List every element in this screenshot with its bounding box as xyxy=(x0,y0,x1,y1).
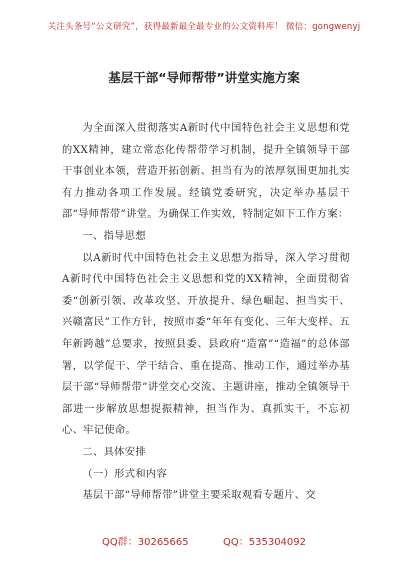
form-content-paragraph: 基层干部“导师帮带”讲堂主要采取观看专题片、交 xyxy=(82,490,316,502)
qq-number: QQ：535304092 xyxy=(223,537,307,548)
guiding-ideology-paragraph: 以A新时代中国特色社会主义思想为指导，深入学习贯彻A新时代中国特色社会主义思想和党的XX精神，全面贯彻省委“创新引领、改革攻坚、开放提升、绿色崛起、担当实干、兴赣富民”工作方针，按照市委“年年有变化、三年大变样、五年新跨越”总要求，按照县委、县政府“造富”“造福”的总体部署，以学促干、学干结合、重在提高、推动工作，通过举办基层干部“导师帮带”讲堂交心交流、主题讲座，推动全镇领导干部进一步解放思想提振精神，担当作为、真抓实干，不忘初心、牢记使命。 xyxy=(62,252,350,437)
document-body xyxy=(62,118,350,507)
footer-contact xyxy=(0,533,408,548)
intro-paragraph: 为全面深入贯彻落实A新时代中国特色社会主义思想和党的XX精神，建立常态化传帮带学习机制，提升全镇领导干部干事创业本领，营造开拓创新、担当有为的浓厚氛围更加扎实有力推动各项工作发展。经镇党委研究，决定举办基层干部“导师帮带”讲堂。为确保工作实效，特制定如下工作方案： xyxy=(62,123,350,221)
document-title: 基层干部“导师帮带”讲堂实施方案 xyxy=(108,70,300,85)
qq-group-number: QQ群：30265665 xyxy=(101,537,189,548)
header-note: 关注头条号“公文研究”，获得最新最全最专业的公文资料库！ 微信：gongwenyj xyxy=(47,22,361,32)
section-heading-specific-arrangements: 二、具体安排 xyxy=(82,446,146,458)
section-heading-guiding-ideology: 一、指导思想 xyxy=(82,230,146,242)
subsection-heading-form-content: （一）形式和内容 xyxy=(82,468,168,480)
